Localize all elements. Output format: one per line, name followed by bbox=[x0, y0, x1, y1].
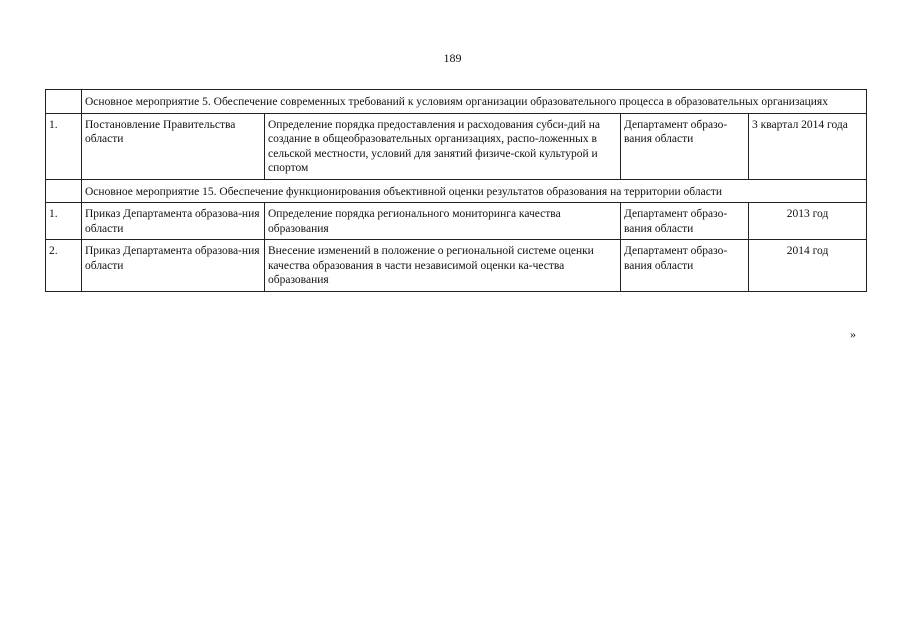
row-number: 2. bbox=[46, 240, 82, 292]
section-num-cell bbox=[46, 179, 82, 203]
deadline: 2013 год bbox=[749, 203, 867, 240]
executor: Департамент образо-вания области bbox=[621, 203, 749, 240]
measure-description: Определение порядка предоставления и расходования субси-дий на создание в общеобразовательных организациях, распо-ложенных в сельской местности, условий для занятий физиче-ской культурой и спортом bbox=[265, 113, 621, 179]
section-heading-row bbox=[46, 179, 867, 203]
section-num-cell bbox=[46, 90, 82, 114]
section-heading: Основное мероприятие 15. Обеспечение функционирования объективной оценки результатов образования на территории области bbox=[82, 179, 867, 203]
document-type: Приказ Департамента образова-ния области bbox=[82, 240, 265, 292]
executor: Департамент образо-вания области bbox=[621, 240, 749, 292]
executor: Департамент образо-вания области bbox=[621, 113, 749, 179]
document-type: Постановление Правительства области bbox=[82, 113, 265, 179]
closing-quote: » bbox=[850, 327, 856, 341]
deadline: 3 квартал 2014 года bbox=[749, 113, 867, 179]
measures-table bbox=[45, 89, 867, 292]
table-row bbox=[46, 240, 867, 292]
measure-description: Определение порядка регионального мониторинга качества образования bbox=[265, 203, 621, 240]
measure-description: Внесение изменений в положение о региональной системе оценки качества образования в части независимой оценки ка-чества образования bbox=[265, 240, 621, 292]
row-number: 1. bbox=[46, 113, 82, 179]
table-row bbox=[46, 203, 867, 240]
page-number: 189 bbox=[443, 51, 462, 65]
section-heading-row bbox=[46, 90, 867, 114]
row-number: 1. bbox=[46, 203, 82, 240]
document-type: Приказ Департамента образова-ния области bbox=[82, 203, 265, 240]
table-row bbox=[46, 113, 867, 179]
section-heading: Основное мероприятие 5. Обеспечение современных требований к условиям организации образовательного процесса в образовательных организациях bbox=[82, 90, 867, 114]
deadline: 2014 год bbox=[749, 240, 867, 292]
